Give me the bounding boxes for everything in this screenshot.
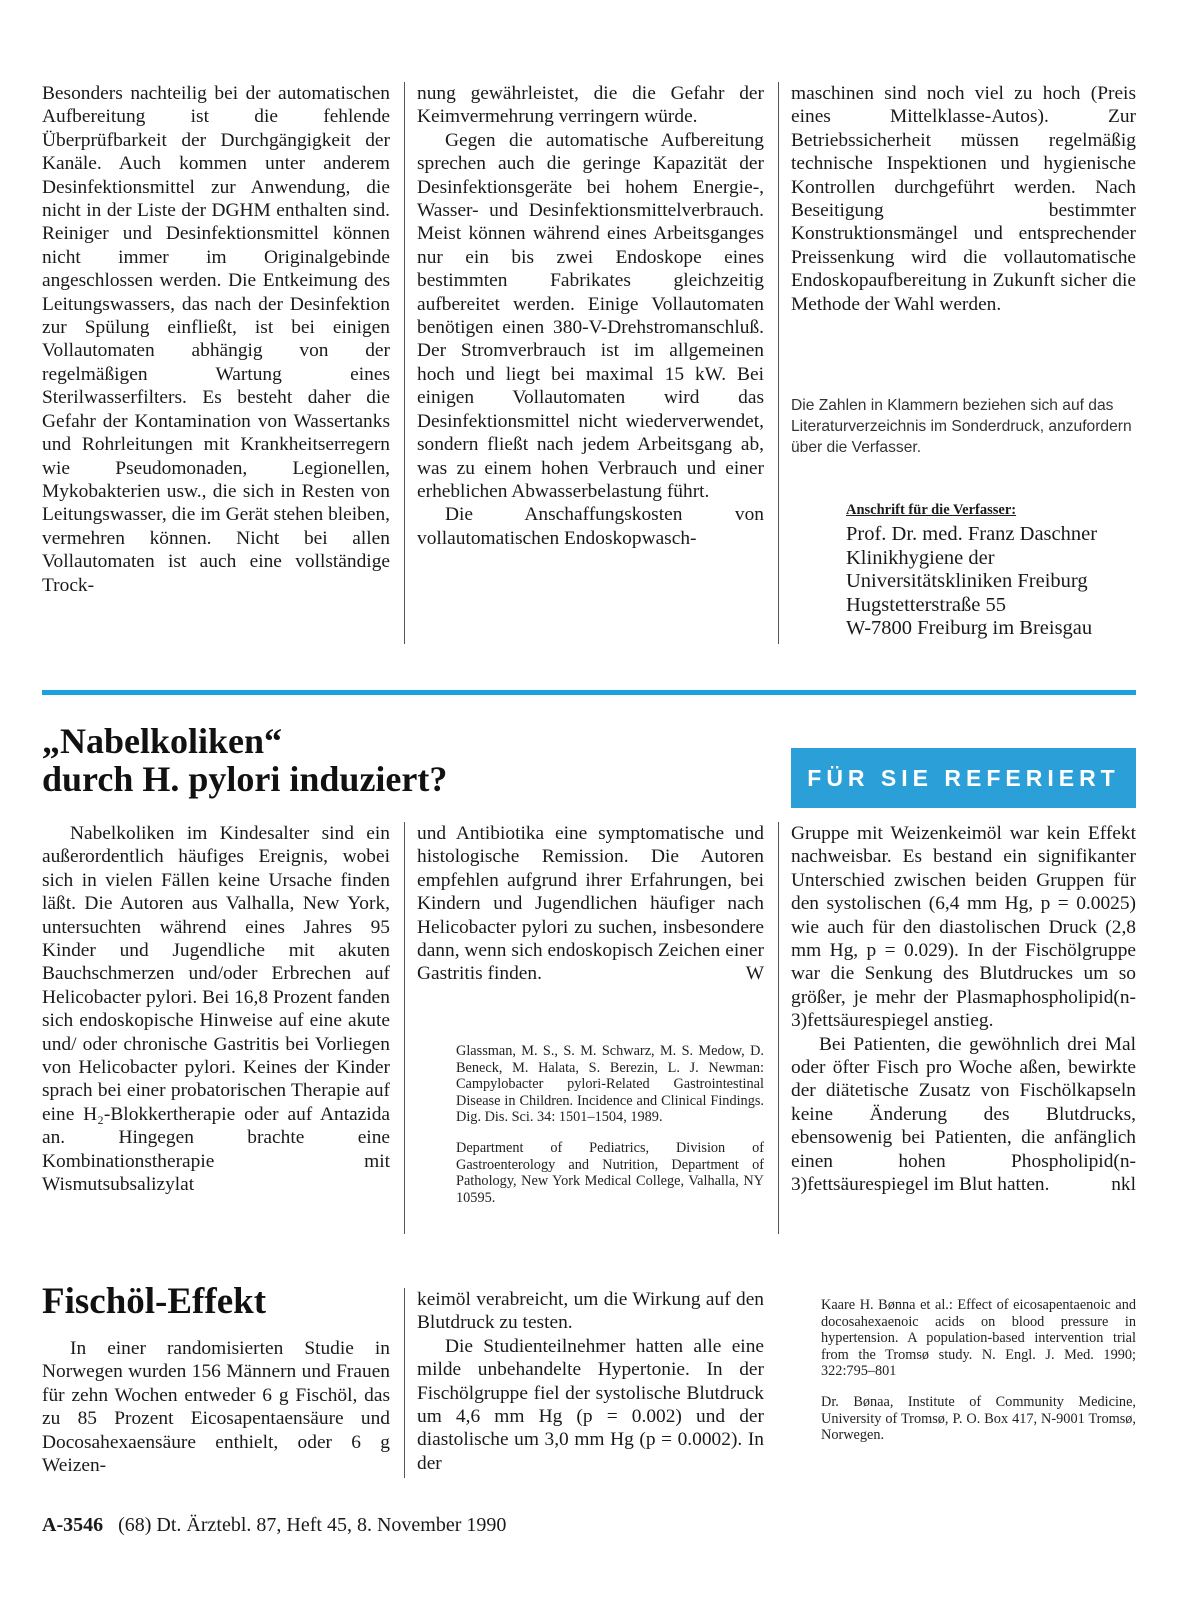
author-initial: nkl	[1111, 1174, 1136, 1196]
article-1-col-2-text: und Antibiotika eine symptomatische und histologische Remission. Die Autoren empfehlen aufgrund ihrer Erfahrungen, bei Kindern und Jugendlichen häufiger nach Helicobacter pylori zu suchen, insbesondere dann, wenn sich endoskopisch Zeichen einer Gastritis finden. W	[417, 823, 764, 985]
literature-note: Die Zahlen in Klammern beziehen sich auf das Literaturverzeichnis im Sonderdruck, anzufordern über die Verfasser.	[791, 397, 1132, 456]
author-initial: W	[745, 963, 764, 985]
article-1-col-3	[791, 822, 1136, 1242]
page-footer	[42, 1514, 506, 1537]
column-divider	[778, 82, 779, 644]
column-divider	[404, 1288, 405, 1478]
address-heading: Anschrift für die Verfasser:	[846, 502, 1017, 518]
article-2-title: Fischöl-Effekt	[42, 1281, 267, 1322]
article-1-col-1	[42, 822, 390, 1242]
page-code: A-3546	[42, 1514, 104, 1536]
column-divider	[404, 822, 405, 1234]
address-line: Klinikhygiene der	[846, 546, 995, 569]
article-1-col-3-para-2: Bei Patienten, die gewöhnlich drei Mal oder öfter Fisch pro Woche aßen, bewirkte der diätetische Zusatz von Fischölkapseln keine Änderung des Blutdrucks, ebensowenig bei Patienten, die anfänglich einen hohen Phospholipid(n-3)fettsäurespiegel im Blut hatten. nkl	[791, 1033, 1136, 1196]
article-2-reference	[821, 1297, 1136, 1458]
article-1-reference	[456, 1043, 764, 1220]
reference-citation: Glassman, M. S., S. M. Schwarz, M. S. Medow, D. Beneck, M. Halata, S. Berezin, L. J. Newman: Campylobacter pylori-Related Gastrointestinal Disease in Children. Incidence and Clinical Findings. Dig. Dis. Sci. 34: 1501–1504, 1989.	[456, 1043, 764, 1126]
author-address	[846, 523, 1097, 641]
article-2-col-2-para-2: Die Studienteilnehmer hatten alle eine milde unbehandelte Hypertonie. In der Fischölgruppe fiel der systolische Blutdruck um 4,6 mm Hg (p = 0.002) und der diastolische um 3,0 mm Hg (p = 0.0002). In der	[417, 1335, 764, 1474]
continued-col-2-para-3: Die Anschaffungskosten von vollautomatischen Endoskopwasch-	[417, 504, 764, 549]
continued-col-1	[42, 82, 390, 652]
article-2-col-2-para-1: keimöl verabreicht, um die Wirkung auf den Blutdruck zu testen.	[417, 1289, 764, 1334]
article-2-col-2	[417, 1288, 764, 1488]
article-2-col-1-text: In einer randomisierten Studie in Norwegen wurden 156 Männern und Frauen für zehn Wochen entweder 6 g Fischöl, das zu 85 Prozent Eicosapentaensäure und Docosahexaensäure enthielt, oder 6 g Weizen-	[42, 1338, 390, 1477]
article-1-col-3-para-1: Gruppe mit Weizenkeimöl war kein Effekt nachweisbar. Es bestand ein signifikanter Unterschied zwischen beiden Gruppen für den systolischen (6,4 mm Hg, p = 0.0025) wie auch für den diastolischen Druck (2,8 mm Hg, p = 0.029). In der Fischölgruppe war die Senkung des Blutdruckes um so größer, je mehr der Plasmaphospholipid(n-3)fettsäurespiegel anstieg.	[791, 823, 1136, 1032]
section-separator	[42, 690, 1136, 695]
address-line: W-7800 Freiburg im Breisgau	[846, 617, 1093, 639]
continued-col-3	[791, 82, 1136, 362]
column-divider	[404, 82, 405, 644]
article-1-col-2	[417, 822, 764, 1012]
reference-address: Department of Pediatrics, Division of Gastroenterology and Nutrition, Department of Pathology, New York Medical College, Valhalla, NY 10595.	[456, 1139, 764, 1206]
column-divider	[778, 822, 779, 1234]
article-1-col-1-text: Nabelkoliken im Kindesalter sind ein außerordentlich häufiges Ereignis, wobei sich in vielen Fällen keine Ursache finden läßt. Die Autoren aus Valhalla, New York, untersuchten während eines Jahres 95 Kinder und Jugendliche mit akuten Bauchschmerzen und/oder Erbrechen auf Helicobacter pylori. Bei 16,8 Prozent fanden sich endoskopische Hinweise auf eine akute und/ oder chronische Gastritis bei Vorliegen von Helicobacter pylori. Keines der Kinder sprach bei einer probatorischen Therapie auf eine H₂-Blokkertherapie oder auf Antazida an. Hingegen brachte eine Kombinationstherapie mit Wismutsubsalizylat	[42, 823, 390, 1196]
footer-source: (68) Dt. Ärztebl. 87, Heft 45, 8. November 1990	[118, 1514, 507, 1536]
address-line: Hugstetterstraße 55	[846, 593, 1006, 616]
continued-col-2-para-2: Gegen die automatische Aufbereitung sprechen auch die geringe Kapazität der Desinfektionsgeräte bei hohem Energie-, Wasser- und Desinfektionsmittelverbrauch. Meist können während eines Arbeitsganges nur ein bis zwei Endoskope eines bestimmten Fabrikates gleichzeitig aufbereitet werden. Einige Vollautomaten benötigen einen 380-V-Drehstromanschluß. Der Stromverbrauch ist im allgemeinen hoch und liegt bei maximal 15 kW. Bei einigen Vollautomaten wird das Desinfektionsmittel nicht wiederverwendet, sondern fließt nach jedem Arbeitsgang ab, was zu einem hohen Verbrauch und einer erheblichen Abwasserbelastung führt.	[417, 129, 764, 502]
continued-col-1-text: Besonders nachteilig bei der automatischen Aufbereitung ist die fehlende Überprüfbarkeit der Durchgängigkeit der Kanäle. Auch kommen unter anderem Desinfektionsmittel zur Anwendung, die nicht in der Liste der DGHM enthalten sind. Reiniger und Desinfektionsmittel können nicht immer im Originalgebinde angeschlossen werden. Die Entkeimung des Leitungswassers, das nach der Desinfektion zur Spülung einfließt, ist bei einigen Vollautomaten abhängig von der regelmäßigen Wartung eines Sterilwasserfilters. Es besteht daher die Gefahr der Kontamination von Wassertanks und Rohrleitungen mit Krankheitserregern wie Pseudomonaden, Legionellen, Mykobakterien usw., die sich in Resten von Leitungswasser, die im Gerät stehen bleiben, vermehren können. Nicht bei allen Vollautomaten ist auch eine vollständige Trock-	[42, 83, 390, 596]
section-badge: FÜR SIE REFERIERT	[791, 748, 1136, 808]
reference-citation: Kaare H. Bønna et al.: Effect of eicosapentaenoic and docosahexaenoic acids on blood pressure in hypertension. A population-based intervention trial from the Tromsø study. N. Engl. J. Med. 1990; 322:795–801	[821, 1297, 1136, 1380]
continued-col-2-para-1: nung gewährleistet, die die Gefahr der Keimvermehrung verringern würde.	[417, 83, 764, 128]
article-2-col-1	[42, 1337, 390, 1497]
article-1-title-line-2: durch H. pylori induziert?	[42, 759, 448, 799]
reference-address: Dr. Bønaa, Institute of Community Medicine, University of Tromsø, P. O. Box 417, N-9001 Tromsø, Norwegen.	[821, 1393, 1136, 1444]
continued-col-2	[417, 82, 764, 652]
article-1-title	[42, 722, 447, 798]
address-line: Prof. Dr. med. Franz Daschner	[846, 523, 1098, 545]
address-line: Universitätskliniken Freiburg	[846, 570, 1088, 592]
continued-col-3-text: maschinen sind noch viel zu hoch (Preis eines Mittelklasse-Autos). Zur Betriebssicherheit müssen regelmäßig technische Inspektionen und hygienische Kontrollen durchgeführt werden. Nach Beseitigung bestimmter Konstruktionsmängel und entsprechender Preissenkung wird die vollautomatische Endoskopaufbereitung in Zukunft sicher die Methode der Wahl werden.	[791, 83, 1136, 315]
article-1-title-line-1: „Nabelkoliken“	[42, 721, 283, 761]
